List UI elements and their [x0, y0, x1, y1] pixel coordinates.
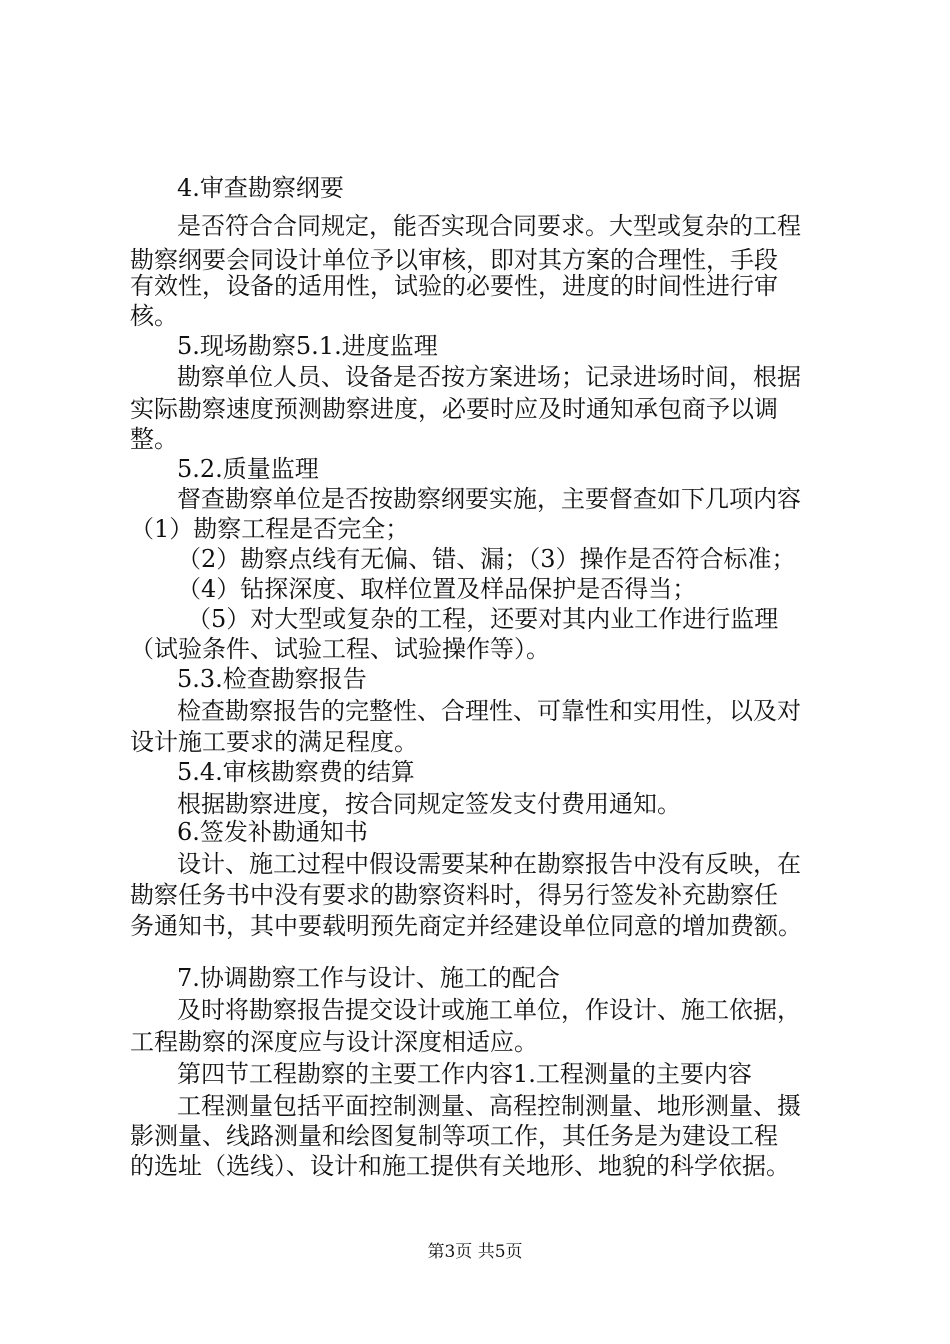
body-text-line: 勘察单位人员、设备是否按方案进场；记录进场时间，根据 — [177, 363, 801, 391]
body-text-line: 督查勘察单位是否按勘察纲要实施，主要督查如下几项内容 — [177, 485, 801, 513]
body-text-line: 工程测量包括平面控制测量、高程控制测量、地形测量、摄 — [177, 1092, 801, 1120]
section-heading: 4.审查勘察纲要 — [177, 174, 344, 202]
list-item: （5）对大型或复杂的工程，还要对其内业工作进行监理 — [187, 605, 779, 633]
list-item: （试验条件、试验工程、试验操作等）。 — [130, 635, 550, 663]
body-text-line: 核。 — [130, 302, 178, 330]
section-heading: 5.3.检查勘察报告 — [177, 665, 367, 693]
body-text-line: 根据勘察进度，按合同规定签发支付费用通知。 — [177, 790, 681, 818]
body-text-line: 勘察任务书中没有要求的勘察资料时，得另行签发补充勘察任 — [130, 881, 778, 909]
list-item: （4）钻探深度、取样位置及样品保护是否得当； — [177, 575, 697, 603]
body-text-line: 的选址（选线）、设计和施工提供有关地形、地貌的科学依据。 — [130, 1152, 790, 1180]
body-text-line: 务通知书，其中要载明预先商定并经建设单位同意的增加费额。 — [130, 912, 802, 940]
body-text-line: 有效性，设备的适用性，试验的必要性，进度的时间性进行审 — [130, 272, 778, 300]
body-text-line: 影测量、线路测量和绘图复制等项工作，其任务是为建设工程 — [130, 1122, 778, 1150]
body-text-line: 工程勘察的深度应与设计深度相适应。 — [130, 1028, 538, 1056]
body-text-line: 实际勘察速度预测勘察进度，必要时应及时通知承包商予以调 — [130, 395, 778, 423]
section-heading: 5.现场勘察5.1.进度监理 — [177, 332, 438, 360]
section-heading: 5.4.审核勘察费的结算 — [177, 758, 415, 786]
body-text-line: 设计、施工过程中假设需要某种在勘察报告中没有反映，在 — [177, 850, 801, 878]
list-item: （1）勘察工程是否完全； — [130, 515, 410, 543]
section-heading: 5.2.质量监理 — [177, 455, 319, 483]
section-heading: 第四节工程勘察的主要工作内容1.工程测量的主要内容 — [177, 1060, 752, 1088]
body-text-line: 设计施工要求的满足程度。 — [130, 728, 418, 756]
body-text-line: 整。 — [130, 425, 178, 453]
body-text-line: 检查勘察报告的完整性、合理性、可靠性和实用性，以及对 — [177, 697, 801, 725]
body-text-line: 及时将勘察报告提交设计或施工单位，作设计、施工依据， — [177, 996, 801, 1024]
body-text-line: 勘察纲要会同设计单位予以审核，即对其方案的合理性，手段 — [130, 246, 778, 274]
section-heading: 7.协调勘察工作与设计、施工的配合 — [177, 964, 560, 992]
section-heading: 6.签发补勘通知书 — [177, 818, 368, 846]
list-item: （2）勘察点线有无偏、错、漏；（3）操作是否符合标准； — [177, 545, 796, 573]
page-number-footer: 第3页 共5页 — [427, 1242, 523, 1262]
body-text-line: 是否符合合同规定，能否实现合同要求。大型或复杂的工程 — [177, 212, 801, 240]
